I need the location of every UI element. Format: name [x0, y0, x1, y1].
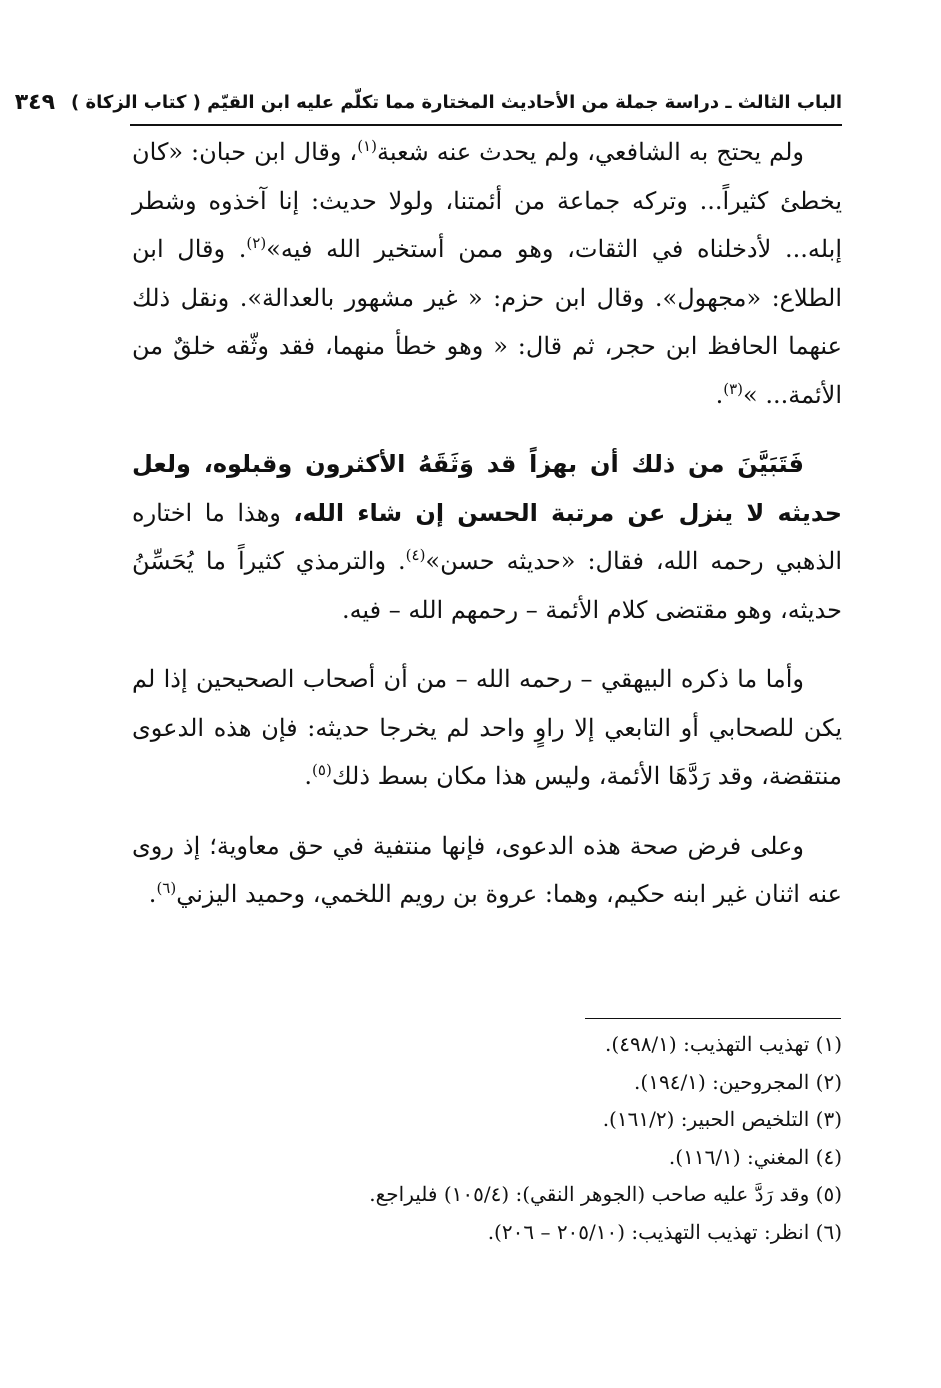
paragraph-3: وأما ما ذكره البيهقي – رحمه الله – من أن أصحاب الصحيحين إذا لم يكن للصحابي أو التابعي إلا راوٍ واحد لم يخرجا حديثه: فإن هذه الدعوى منتقضة، وقد رَدَّهَا الأئمة، وليس هذا مكان بسط ذلك$^{(٥)}$. — [132, 665, 842, 790]
header-rule — [130, 124, 842, 126]
paragraph-2: فَتَبَيَّنَ من ذلك أن بهزاً قد وَثَقَهُ الأكثرون وقبلوه، ولعل حديثه لا ينزل عن مرتبة الحسن إن شاء الله، وهذا ما اختاره الذهبي رحمه الله، فقال: «حديثه حسن»$^{(٤)}$. والترمذي كثيراً ما يُحَسِّنُ حديثه، وهو مقتضى كلام الأئمة – رحمهم الله – فيه. — [132, 450, 843, 624]
footnote-6: (٦) انظر: تهذيب التهذيب: (٢٠٥/١٠ – ٢٠٦). — [487, 1219, 842, 1244]
running-title: الباب الثالث ـ دراسة جملة من الأحاديث المختارة مما تكلّم عليه ابن القيّم ( كتاب الزكاة ) — [71, 91, 842, 113]
page-number: ٣٤٩ — [14, 89, 56, 115]
bold-conclusion: فَتَبَيَّنَ من ذلك أن بهزاً قد وَثَقَهُ الأكثرون وقبلوه، ولعل حديثه لا ينزل عن مرتبة الحسن إن شاء الله، — [132, 450, 842, 527]
footnotes — [132, 1026, 842, 1251]
footnote-ref: (٤) — [405, 546, 426, 564]
paragraph-4: وعلى فرض صحة هذه الدعوى، فإنها منتفية في حق معاوية؛ إذ روى عنه اثنان غير ابنه حكيم، وهما: عروة بن رويم اللخمي، وحميد اليزني$^{(٦)}$. — [132, 831, 842, 908]
footnote-ref: (٦) — [156, 879, 177, 897]
footnote-5: (٥) وقد رَدَّ عليه صاحب (الجوهر النقي): (١٠٥/٤) فليراجع. — [369, 1182, 842, 1206]
footnote-ref: (١) — [357, 137, 377, 155]
footnote-ref: (٢) — [246, 234, 267, 252]
footnote-2: (٢) المجروحين: (١٩٤/١). — [634, 1069, 842, 1094]
footnote-3: (٣) التلخيص الحبير: (١٦١/٢). — [602, 1107, 842, 1131]
footnote-1: (١) تهذيب التهذيب: (٤٩٨/١). — [605, 1032, 842, 1056]
main-text — [132, 128, 842, 919]
footnote-ref: (٥) — [312, 761, 332, 779]
page-header — [14, 84, 842, 120]
paragraph-1: ولم يحتج به الشافعي، ولم يحدث عنه شعبة$^{(١)}$، وقال ابن حبان: «كان يخطئ كثيراً... وتركه جماعة من أئمتنا، ولولا حديث: إنا آخذوه وشطر إبله... لأدخلناه في الثقات، وهو ممن أستخير الله فيه»$^{(٢)}$. وقال ابن الطلاع: «مجهول». وقال ابن حزم: « غير مشهور بالعدالة». ونقل ذلك عنهما الحافظ ابن حجر، ثم قال: « وهو خطأ منهما، فقد وثّقه خلقٌ من الأئمة... »$^{(٣)}$. — [132, 137, 842, 409]
footnote-ref: (٣) — [723, 379, 744, 398]
footnote-separator — [585, 1018, 841, 1019]
footnote-4: (٤) المغني: (١١٦/١). — [668, 1144, 842, 1169]
